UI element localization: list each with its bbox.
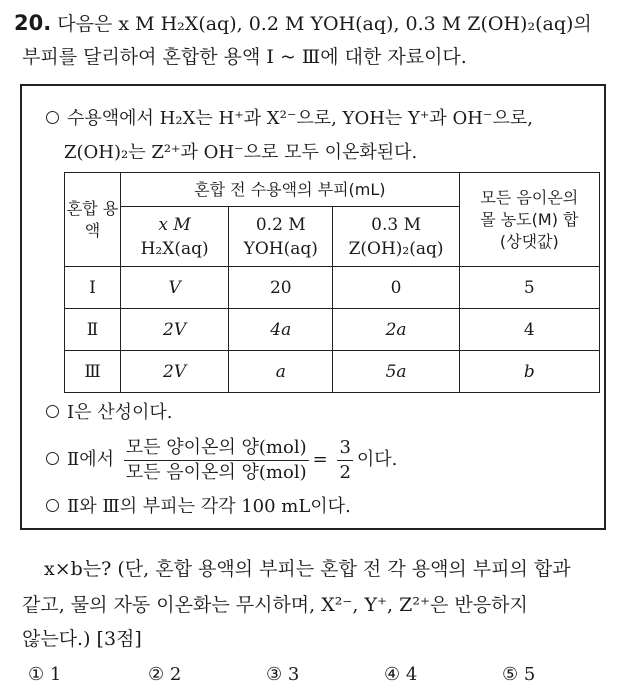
bullet-1-line-2: Z(OH)₂는 Z²⁺과 OH⁻으로 모두 이온화된다. [64, 142, 418, 163]
header-volume-group: 혼합 전 수용액의 부피(mL) [121, 173, 460, 207]
header-yoh: 0.2 M YOH(aq) [229, 207, 333, 267]
header-anion-sum: 모든 음이온의 몰 농도(M) 합 (상댓값) [459, 173, 599, 267]
table-row: Ⅰ V 20 0 5 [65, 267, 600, 309]
header-zoh: 0.3 M Z(OH)₂(aq) [333, 207, 459, 267]
option-4[interactable]: ④ 4 [384, 664, 418, 685]
question-number: 20. [14, 11, 52, 35]
circle-bullet-icon [46, 452, 59, 465]
header-h2x: x M H₂X(aq) [121, 207, 229, 267]
header-mixed-solution: 혼합 용액 [65, 173, 121, 267]
prompt-line-3: 않는다.) [3점] [22, 628, 142, 650]
bullet-1 [46, 104, 533, 134]
option-3[interactable]: ③ 3 [266, 664, 300, 685]
circle-bullet-icon [46, 111, 59, 124]
prompt-line-2: 같고, 물의 자동 이온화는 무시하며, X²⁻, Y⁺, Z²⁺은 반응하지 [22, 594, 528, 616]
option-1[interactable]: ① 1 [28, 664, 62, 685]
option-5[interactable]: ⑤ 5 [502, 664, 536, 685]
cation-anion-ratio-fraction: $\frac{\text{모든 양이온의 양(mol)}}{\text{모든 음이온의 양(mol)}}$ [125, 436, 307, 483]
circle-bullet-icon [46, 405, 59, 418]
option-2[interactable]: ② 2 [148, 664, 182, 685]
circle-bullet-icon [46, 499, 59, 512]
bullet-1-line-1: 수용액에서 H₂X는 H⁺과 X²⁻으로, YOH는 Y⁺과 OH⁻으로, [67, 108, 533, 129]
table-row: Ⅱ 2V 4a 2a 4 [65, 309, 600, 351]
bullet-4: Ⅱ와 Ⅲ의 부피는 각각 100 mL이다. [46, 492, 351, 522]
stem-line-1: 다음은 x M H₂X(aq), 0.2 M YOH(aq), 0.3 M Z(OH)₂(aq)의 [57, 13, 592, 35]
ratio-value-fraction: $\frac{3}{2}$ [339, 436, 351, 483]
stem-line-2: 부피를 달리하여 혼합한 용액 Ⅰ ~ Ⅲ에 대한 자료이다. [22, 46, 467, 68]
data-table [64, 172, 600, 393]
bullet-3: Ⅱ에서 $\frac{\text{모든 양이온의 양(mol)}}{\text{모든 음이온의 양(mol)}}$ = $\frac{3}{2}$ 이다. [46, 436, 397, 484]
question-stem [14, 6, 592, 41]
table-row: Ⅲ 2V a 5a b [65, 351, 600, 393]
prompt-line-1: x×b는? (단, 혼합 용액의 부피는 혼합 전 각 용액의 부피의 합과 [44, 558, 571, 580]
bullet-2: Ⅰ은 산성이다. [46, 398, 173, 428]
